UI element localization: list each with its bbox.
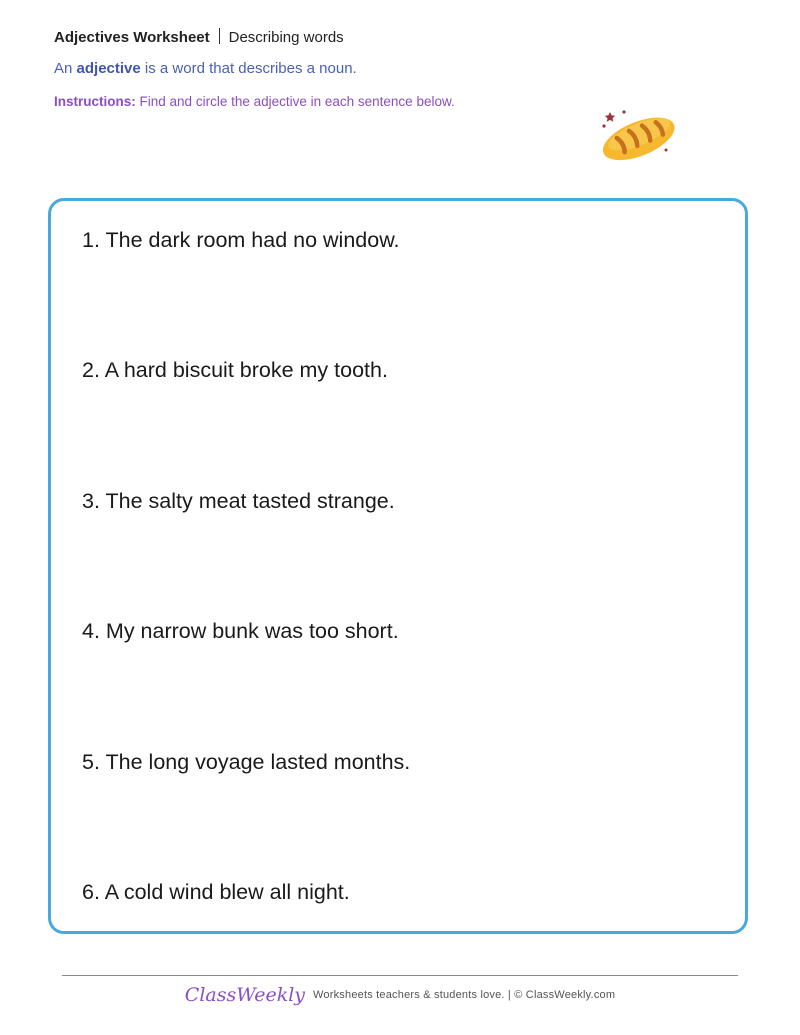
sentence-5[interactable]: 5. The long voyage lasted months. bbox=[82, 750, 411, 774]
worksheet-title: Adjectives Worksheet bbox=[54, 29, 210, 46]
worksheet-subtitle: Describing words bbox=[228, 29, 344, 46]
sentences-box bbox=[48, 198, 748, 934]
footer bbox=[0, 984, 800, 1018]
instructions-text: Find and circle the adjective in each sentence below. bbox=[139, 94, 455, 109]
definition-prefix: An bbox=[54, 60, 73, 77]
definition-suffix: is a word that describes a noun. bbox=[144, 60, 357, 77]
sentence-6[interactable]: 6. A cold wind blew all night. bbox=[82, 880, 350, 904]
sentence-3[interactable]: 3. The salty meat tasted strange. bbox=[82, 489, 395, 513]
footer-divider bbox=[62, 975, 738, 976]
worksheet-header bbox=[54, 28, 344, 46]
brand-logo: ClassWeekly bbox=[184, 984, 306, 1006]
sentence-2[interactable]: 2. A hard biscuit broke my tooth. bbox=[82, 358, 388, 382]
sentence-1[interactable]: 1. The dark room had no window. bbox=[82, 228, 400, 252]
definition-line bbox=[54, 60, 357, 77]
instructions-label: Instructions: bbox=[54, 94, 136, 109]
footer-tagline: Worksheets teachers & students love. | © ClassWeekly.com bbox=[313, 989, 616, 1001]
bread-icon bbox=[596, 106, 680, 168]
instructions-line bbox=[54, 94, 455, 109]
definition-keyword: adjective bbox=[76, 60, 141, 77]
header-divider bbox=[219, 28, 220, 44]
sentence-4[interactable]: 4. My narrow bunk was too short. bbox=[82, 619, 399, 643]
